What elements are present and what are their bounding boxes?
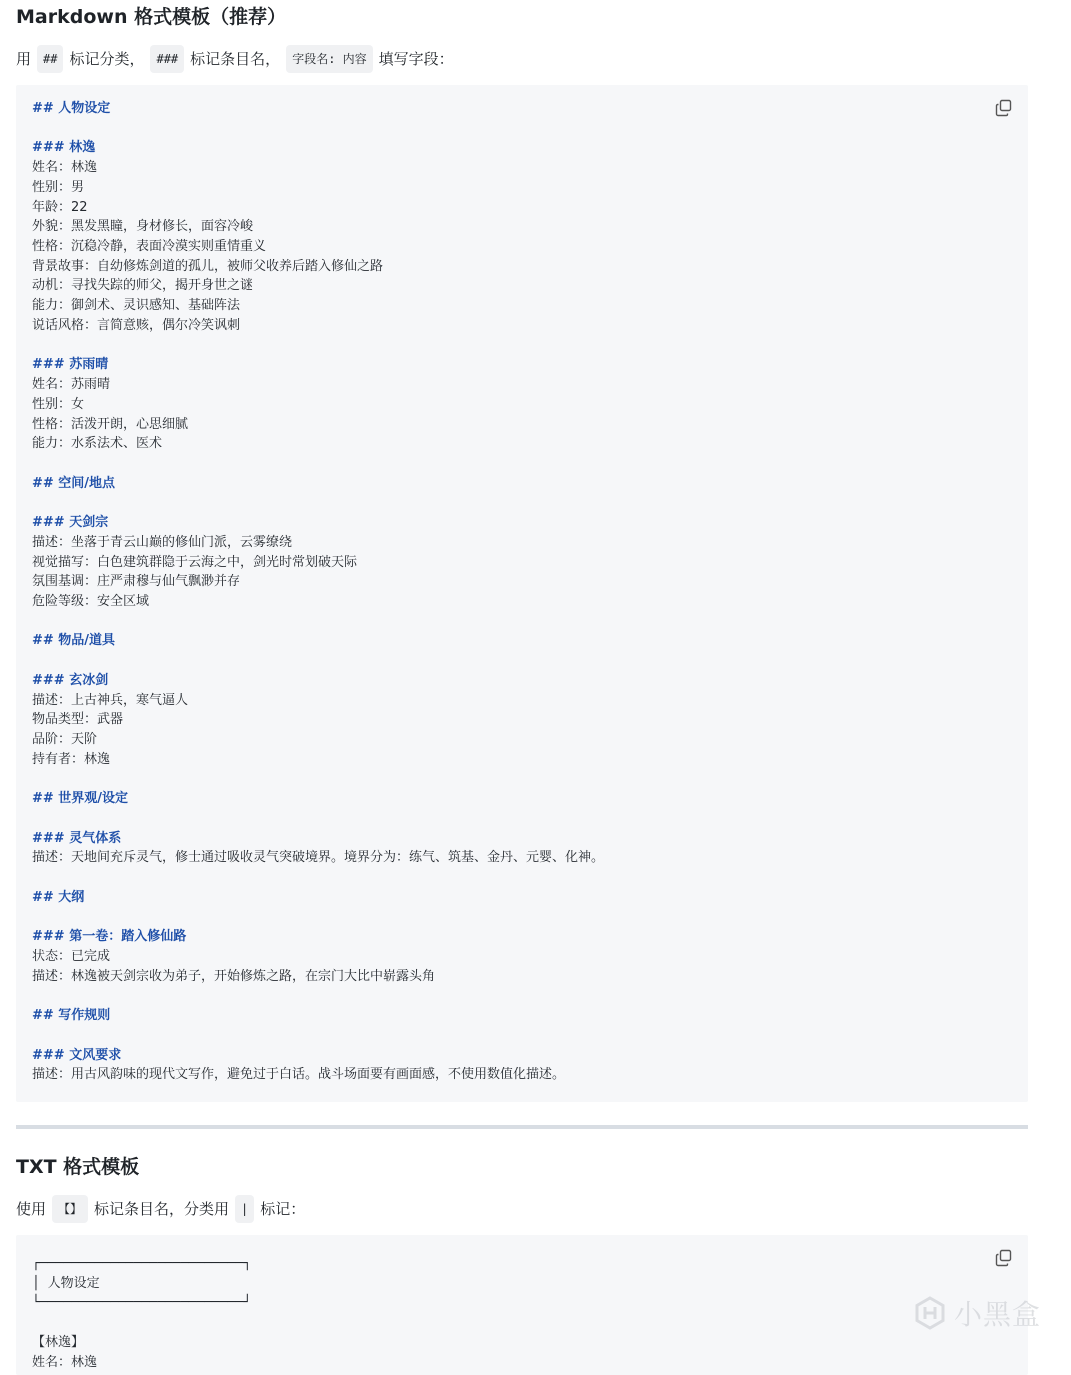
- code-line-text: 描述：用古风韵味的现代文写作，避免过于白话。战斗场面要有画面感，不使用数值化描述。: [32, 1067, 566, 1083]
- code-line-h2: ## 写作规则: [32, 1008, 111, 1024]
- section-divider: [16, 1125, 1028, 1129]
- inline-code-h3: ###: [150, 45, 184, 73]
- heybox-logo-icon: [912, 1295, 948, 1331]
- code-line-blank: [32, 1026, 604, 1046]
- intro-text: 使用: [16, 1200, 47, 1218]
- code-line-text: 动机：寻找失踪的师父，揭开身世之谜: [32, 278, 254, 294]
- code-line-blank: [32, 336, 604, 356]
- intro-text: 用: [16, 50, 32, 68]
- intro-text: 标记条目名，分类用: [94, 1200, 230, 1218]
- code-line-blank: [32, 454, 604, 474]
- copy-icon[interactable]: [994, 1248, 1014, 1268]
- code-line-h3: ### 文风要求: [32, 1047, 122, 1063]
- txt-intro: [16, 1195, 311, 1223]
- code-line-text: 视觉描写：白色建筑群隐于云海之中，剑光时常划破天际: [32, 554, 358, 570]
- code-line-h2: ## 物品/道具: [32, 633, 116, 649]
- intro-text: 填写字段：: [378, 50, 454, 68]
- code-line-h3: ### 第一卷：踏入修仙路: [32, 929, 187, 945]
- intro-text: 标记：: [260, 1200, 306, 1218]
- watermark-text: 小黑盒: [953, 1298, 1041, 1331]
- code-line-text: 描述：林逸被天剑宗收为弟子，开始修炼之路，在宗门大比中崭露头角: [32, 968, 436, 984]
- intro-text: 标记分类，: [69, 50, 145, 68]
- code-line-text: 描述：上古神兵，寒气逼人: [32, 692, 189, 708]
- inline-code-pipe: |: [235, 1195, 254, 1223]
- code-line-blank: [32, 119, 604, 139]
- code-line-text: 性别：男: [32, 179, 85, 195]
- code-line-text: 年龄：22: [32, 199, 88, 215]
- code-line-text: 说话风格：言简意赅，偶尔冷笑讽刺: [32, 317, 241, 333]
- code-line-text: 性格：沉稳冷静，表面冷漠实则重情重义: [32, 239, 267, 255]
- code-line-blank: [32, 651, 604, 671]
- inline-code-field: 字段名: 内容: [286, 45, 372, 73]
- code-line-text: 品阶：天阶: [32, 732, 98, 747]
- code-line-h3: ### 苏雨晴: [32, 357, 109, 373]
- section-title-markdown: Markdown 格式模板（推荐）: [16, 6, 287, 28]
- code-line-box: │ 人物设定: [32, 1275, 100, 1291]
- code-line-h3: ### 灵气体系: [32, 830, 122, 846]
- code-line-text: 【林逸】: [32, 1334, 85, 1350]
- code-line-text: 描述：天地间充斥灵气，修士通过吸收灵气突破境界。境界分为：练气、筑基、金丹、元婴、化神。: [32, 850, 605, 866]
- code-line-h2: ## 空间/地点: [32, 475, 116, 491]
- code-line-text: 能力：御剑术、灵识感知、基础阵法: [32, 298, 241, 314]
- code-line-text: 氛围基调：庄严肃穆与仙气飘渺并存: [32, 574, 241, 590]
- code-line-blank: [32, 1313, 251, 1333]
- code-line-h2: ## 人物设定: [32, 101, 111, 116]
- code-line-text: 姓名：林逸: [32, 160, 98, 176]
- code-line-h3: ### 林逸: [32, 140, 96, 156]
- markdown-code-lines: [32, 99, 604, 1085]
- txt-code-lines: [32, 1254, 251, 1372]
- code-line-text: 描述：坐落于青云山巅的修仙门派，云雾缭绕: [32, 534, 293, 550]
- intro-text: 标记条目名，: [190, 50, 281, 68]
- code-line-box: ┌──────────────────────────┐: [32, 1256, 252, 1271]
- code-line-text: 性别：女: [32, 396, 85, 412]
- markdown-intro: [16, 45, 460, 73]
- code-line-h2: ## 世界观/设定: [32, 791, 129, 807]
- heybox-watermark: [912, 1293, 1041, 1333]
- code-line-h3: ### 玄冰剑: [32, 672, 109, 688]
- code-line-text: 危险等级：安全区域: [32, 593, 150, 609]
- code-line-blank: [32, 809, 604, 829]
- txt-code-block: [16, 1235, 1028, 1375]
- code-line-text: 物品类型：武器: [32, 712, 124, 728]
- code-line-box: └──────────────────────────┘: [32, 1295, 252, 1311]
- code-line-blank: [32, 868, 604, 888]
- inline-code-h2: ##: [37, 45, 63, 73]
- copy-icon[interactable]: [994, 98, 1014, 118]
- code-line-blank: [32, 986, 604, 1006]
- code-line-text: 持有者：林逸: [32, 751, 111, 767]
- code-line-text: 外貌：黑发黑瞳，身材修长，面容冷峻: [32, 219, 254, 235]
- code-line-text: 姓名：苏雨晴: [32, 377, 111, 393]
- code-line-h2: ## 大纲: [32, 889, 85, 905]
- code-line-blank: [32, 769, 604, 789]
- inline-code-brackets: 【】: [52, 1195, 88, 1223]
- markdown-code-block: [16, 85, 1028, 1102]
- code-line-blank: [32, 907, 604, 927]
- code-line-text: 性格：活泼开朗，心思细腻: [32, 416, 189, 432]
- code-line-blank: [32, 493, 604, 513]
- section-title-txt: TXT 格式模板: [16, 1156, 140, 1178]
- code-line-h3: ### 天剑宗: [32, 515, 109, 531]
- code-line-text: 能力：水系法术、医术: [32, 436, 163, 452]
- code-line-text: 背景故事：自幼修炼剑道的孤儿，被师父收养后踏入修仙之路: [32, 258, 384, 274]
- code-line-text: 状态：已完成: [32, 948, 111, 964]
- code-line-text: 姓名：林逸: [32, 1354, 98, 1370]
- code-line-blank: [32, 612, 604, 632]
